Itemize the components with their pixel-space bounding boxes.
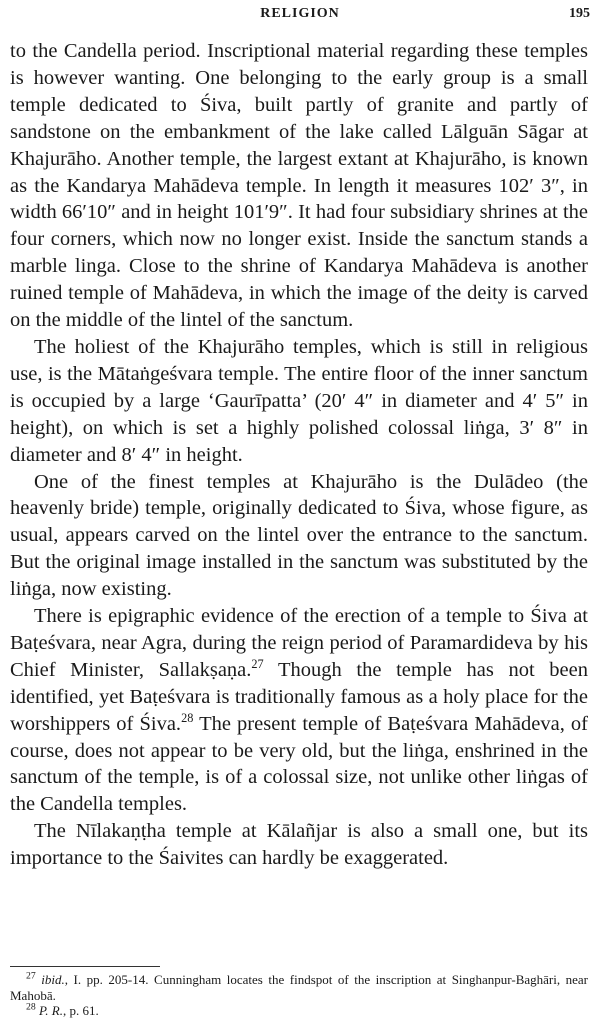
footnote-reference: P. R. [39,1003,63,1018]
footnote-ref-28[interactable]: 28 [181,710,194,725]
paragraph-4-part-3: The present temple of Baṭeśvara Mahādeva, of course, does not appear to be very old, but the liṅga, enshrined in the sanctum of the temple, is of a colossal size, not unlike other liṅgas of the Candella temples. [10,712,588,816]
footnote-text: , I. pp. 205-14. Cunningham locates the findspot of the inscription at Singhanpur-Baghāri, near Mahobā. [10,972,589,1003]
footnote-text: , p. 61. [62,1003,99,1018]
footnote-number: 27 [26,970,36,982]
footnotes [10,972,588,1019]
paragraph-4-part-1: There is epigraphic evidence of the erection of a temple to Śiva at Baṭeśvara, near Agra, during the reign period of Paramardideva by his Chief Minister, Sallakṣaṇa. [10,605,588,681]
chapter-title: RELIGION [260,6,340,21]
footnote-27 [10,972,588,1003]
paragraph-1: to the Candella period. Inscriptional material regarding these temples is however wanting. One belonging to the early group is a small temple dedicated to Śiva, built partly of granite and partly of sandstone on the embankment of the lake called Lālguān Sāgar at Khajurāho. Another temple, the largest extant at Khajurāho, is known as the Kandarya Mahādeva temple. In length it measures 102′ 3″, in width 66′10″ and in height 101′9″. It had four subsidiary shrines at the four corners, which now no longer exist. Inside the sanctum stands a marble linga. Close to the shrine of Kandarya Mahādeva is another ruined temple of Mahādeva, in which the image of the deity is carved on the middle of the lintel of the sanctum. [10,40,588,332]
footnote-28 [10,1003,588,1019]
paragraph-4-part-2: Though the temple has not been identified, yet Baṭeśvara is traditionally famous as a holy place for the worshippers of Śiva. [10,658,589,735]
footnote-ref-27[interactable]: 27 [251,657,264,672]
footnote-reference: ibid. [41,972,65,987]
paragraph-3: One of the finest temples at Khajurāho is the Dulādeo (the heavenly bride) temple, originally dedicated to Śiva, whose figure, as usual, appears carved on the lintel over the entrance to the sanctum. But the original image installed in the sanctum was substituted by the liṅga, now existing. [10,470,588,601]
footnote-number: 28 [26,1001,36,1013]
page-number: 195 [569,6,590,21]
paragraph-4 [10,603,588,818]
paragraph-5: The Nīlakaṇṭha temple at Kālañjar is also a small one, but its importance to the Śaivites can hardly be exaggerated. [10,820,588,870]
footnote-divider [10,966,160,967]
body-text [10,38,588,872]
running-head [0,6,600,26]
paragraph-2: The holiest of the Khajurāho temples, which is still in religious use, is the Mātaṅgeśvara temple. The entire floor of the inner sanctum is occupied by a large ‘Gaurīpatta’ (20′ 4″ in diameter and 4′ 5″ in height), on which is set a highly polished colossal liṅga, 3′ 8″ in diameter and 8′ 4″ in height. [10,335,588,466]
